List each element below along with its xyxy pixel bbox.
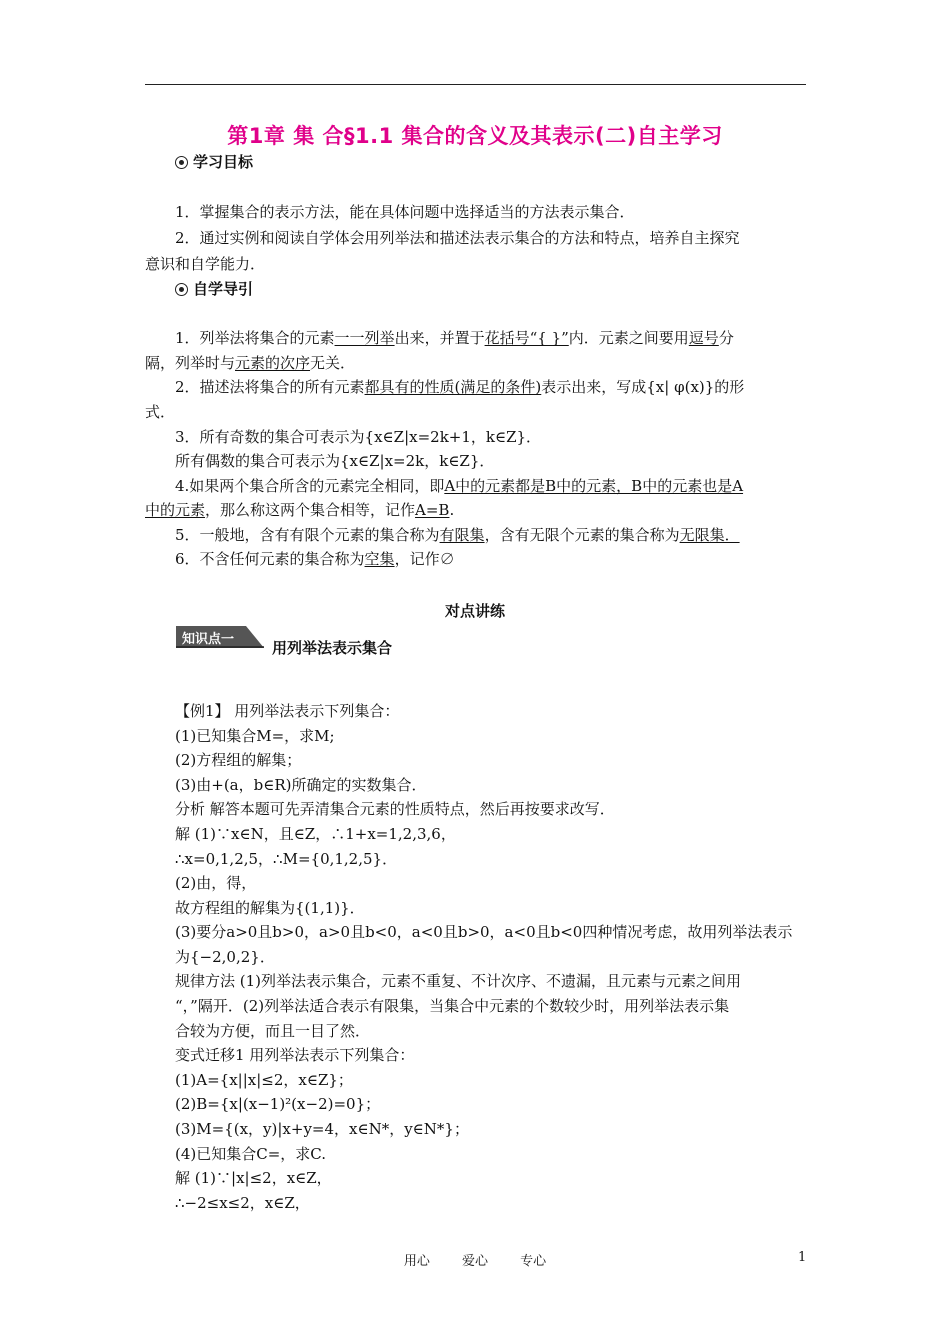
header-rule (145, 84, 806, 85)
guide-line-6: 所有偶数的集合可表示为{x∈Z|x=2k，k∈Z}． (175, 452, 495, 470)
guide-heading: 自学导引 (175, 279, 253, 299)
example-line-3: (2)方程组的解集； (175, 751, 302, 769)
example-line-5: 分析 解答本题可先弄清集合元素的性质特点，然后再按要求改写． (175, 800, 615, 818)
guide-line-4: 式． (145, 403, 176, 421)
example-line-9: 故方程组的解集为{(1,1)}． (175, 899, 365, 917)
example-line-15: 变式迁移1 用列举法表示下列集合： (175, 1046, 415, 1064)
example-line-18: (3)M={(x，y)|x+y=4，x∈N*，y∈N*}； (175, 1120, 469, 1138)
page-number: 1 (798, 1250, 807, 1265)
empty-set-symbol: ∅ (439, 550, 455, 568)
example-line-14: 合较为方便，而且一目了然． (175, 1022, 371, 1040)
guide-line-8: 中的元素，那么称这两个集合相等，记作A=B. (145, 501, 455, 519)
page-title: 第1章 集 合§1.1 集合的含义及其表示(二)自主学习 (227, 124, 723, 148)
example-line-16: (1)A={x||x|≤2，x∈Z}； (175, 1071, 353, 1089)
goal-line-1: 1．掌握集合的表示方法，能在具体问题中选择适当的方法表示集合． (175, 203, 635, 221)
knowledge-title: 用列举法表示集合 (272, 639, 393, 657)
example-line-10: (3)要分a>0且b>0，a>0且b<0，a<0且b>0，a<0且b<0四种情况考虑，故用列举法表示 (175, 923, 793, 941)
goals-heading: 学习目标 (175, 152, 253, 172)
footer (0, 1250, 950, 1269)
example-line-21: ∴−2≤x≤2，x∈Z， (175, 1194, 310, 1212)
example-line-6: 解 (1)∵x∈N，且∈Z，∴1+x=1,2,3,6， (175, 825, 456, 843)
footer-word: 爱心 (461, 1254, 488, 1269)
example-line-4: (3)由+(a，b∈R)所确定的实数集合． (175, 776, 427, 794)
example-line-13: “，”隔开．(2)列举法适合表示有限集，当集合中元素的个数较少时，用列举法表示集 (175, 997, 730, 1015)
example-line-1: 【例1】 用列举法表示下列集合： (175, 702, 400, 720)
guide-line-7: 4.如果两个集合所含的元素完全相同，即A中的元素都是B中的元素，B中的元素也是A (175, 477, 744, 495)
example-line-8: (2)由，得， (175, 874, 257, 892)
footer-word: 专心 (520, 1254, 547, 1269)
guide-line-5: 3．所有奇数的集合可表示为{x∈Z|x=2k+1，k∈Z}． (175, 428, 542, 446)
example-line-12: 规律方法 (1)列举法表示集合，元素不重复、不计次序、不遗漏，且元素与元素之间用 (175, 972, 742, 990)
guide-line-1: 1．列举法将集合的元素一一列举出来，并置于花括号“{ }”内．元素之间要用逗号分 (175, 329, 734, 347)
example-line-2: (1)已知集合M=，求M; (175, 727, 335, 745)
target-icon (175, 156, 188, 169)
section-title: 对点讲练 (444, 602, 505, 620)
knowledge-badge: 知识点一 (176, 626, 264, 648)
guide-line-9: 5．一般地，含有有限个元素的集合称为有限集，含有无限个元素的集合称为无限集． (175, 526, 740, 544)
example-line-7: ∴x=0,1,2,5，∴M={0,1,2,5}． (175, 850, 398, 868)
goal-line-2: 2．通过实例和阅读自学体会用列举法和描述法表示集合的方法和特点，培养自主探究 (175, 229, 740, 247)
example-line-11: 为{−2,0,2}． (175, 948, 275, 966)
target-icon (175, 283, 188, 296)
guide-line-3: 2．描述法将集合的所有元素都具有的性质(满足的条件)表示出来，写成{x| φ(x)}的形 (175, 378, 745, 396)
goal-line-3: 意识和自学能力． (145, 255, 266, 273)
example-line-17: (2)B={x|(x−1)²(x−2)=0}； (175, 1095, 381, 1113)
guide-line-2: 隔，列举时与元素的次序无关． (145, 354, 356, 372)
example-line-20: 解 (1)∵|x|≤2，x∈Z， (175, 1169, 332, 1187)
example-line-19: (4)已知集合C=，求C. (175, 1145, 327, 1163)
footer-word: 用心 (403, 1254, 430, 1269)
guide-line-10: 6．不含任何元素的集合称为空集，记作∅ (175, 550, 455, 568)
